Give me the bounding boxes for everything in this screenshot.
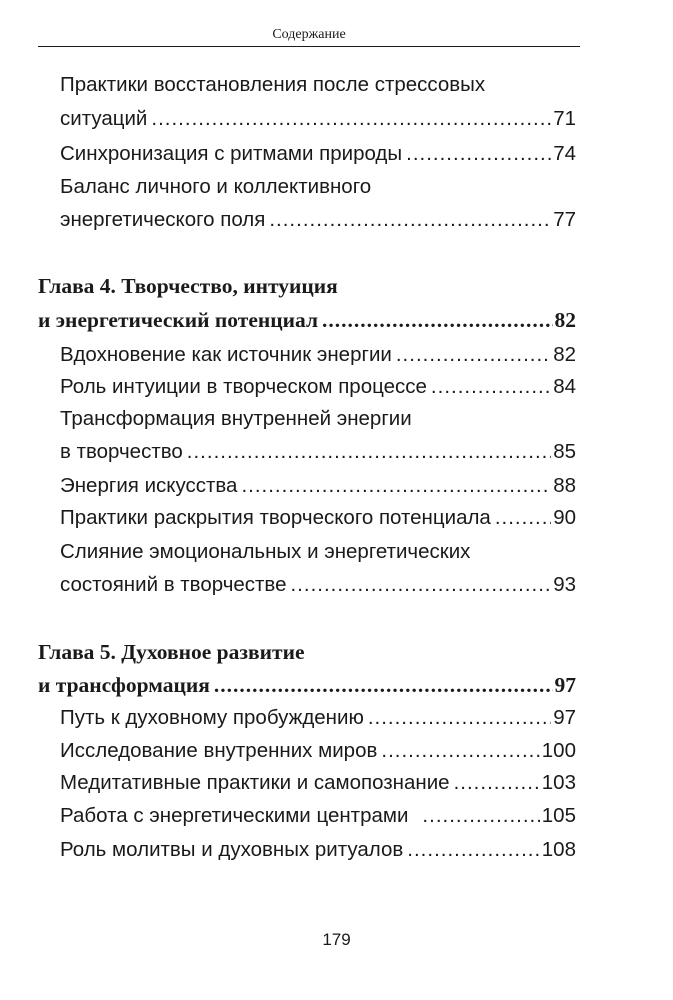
page-ref: 82 (553, 343, 576, 366)
chapter-heading (38, 670, 576, 700)
page-ref: 71 (553, 107, 576, 130)
page-ref: 84 (553, 375, 576, 398)
page-ref: 74 (553, 142, 576, 165)
toc-entry-title: Баланс личного и коллективного (60, 175, 372, 198)
dot-leader (381, 736, 539, 766)
toc-entry (60, 172, 576, 202)
page-number: 179 (322, 930, 351, 949)
toc-entry-title: Работа с энергетическими центрами (60, 804, 409, 827)
toc-entry-title-cont: в творчество (60, 440, 183, 463)
chapter-title-cont: и трансформация (38, 673, 210, 697)
page-ref: 77 (553, 208, 576, 231)
page-ref: 88 (553, 474, 576, 497)
toc-entry (60, 537, 576, 567)
chapter-heading (38, 637, 576, 667)
toc-entry-title: Синхронизация с ритмами природы (60, 142, 403, 165)
toc-entry-title-cont: ситуаций (60, 107, 148, 130)
page-ref: 103 (541, 771, 576, 794)
dot-leader (269, 205, 551, 235)
toc-entry (60, 703, 576, 733)
toc-entry-title: Трансформация внутренней энергии (60, 407, 412, 430)
toc-entry (60, 340, 576, 370)
chapter-title: Глава 4. Творчество, интуиция (38, 274, 338, 298)
chapter-title-cont: и энергетический потенциал (38, 308, 319, 332)
toc-entry (60, 437, 576, 467)
toc-entry-title: Энергия искусства (60, 474, 238, 497)
toc-entry (60, 835, 576, 865)
toc-entry-title: Исследование внутренних миров (60, 739, 378, 762)
dot-leader (368, 703, 551, 733)
dot-leader (290, 570, 551, 600)
dot-leader (151, 104, 551, 134)
toc-entry (60, 205, 576, 235)
page-ref: 97 (553, 706, 576, 729)
dot-leader (214, 670, 553, 700)
page-ref: 97 (554, 673, 576, 697)
toc-entry-title-cont: энергетического поля (60, 208, 266, 231)
dot-leader (322, 305, 552, 335)
toc-entry-title: Медитативные практики и самопознание (60, 771, 450, 794)
toc-entry (60, 736, 576, 766)
toc-entry-title: Путь к духовному пробуждению (60, 706, 364, 729)
dot-leader (431, 372, 551, 402)
toc-entry-title: Практики раскрытия творческого потенциала (60, 506, 491, 529)
chapter-heading (38, 271, 576, 301)
page-ref: 82 (554, 308, 576, 332)
dot-leader (422, 801, 539, 831)
toc-entry (60, 104, 576, 134)
toc-entry-title: Вдохновение как источник энергии (60, 343, 392, 366)
dot-leader (406, 139, 551, 169)
page-ref: 85 (553, 440, 576, 463)
page-ref: 108 (541, 838, 576, 861)
page-ref: 93 (553, 573, 576, 596)
toc-entry (60, 801, 576, 831)
toc-entry-title: Роль интуиции в творческом процессе (60, 375, 427, 398)
toc-entry-title: Слияние эмоциональных и энергетических (60, 540, 471, 563)
chapter-title: Глава 5. Духовное развитие (38, 640, 305, 664)
header-rule (38, 46, 580, 47)
dot-leader (241, 471, 551, 501)
running-header: Содержание (272, 27, 346, 42)
page-ref: 100 (541, 739, 576, 762)
dot-leader (396, 340, 551, 370)
toc-entry (60, 471, 576, 501)
page-ref: 90 (553, 506, 576, 529)
dot-leader (407, 835, 540, 865)
toc-entry (60, 372, 576, 402)
toc-entry (60, 70, 576, 100)
toc-entry (60, 768, 576, 798)
dot-leader (454, 768, 540, 798)
dot-leader (495, 503, 551, 533)
dot-leader (187, 437, 551, 467)
toc-entry (60, 404, 576, 434)
page-ref: 105 (541, 804, 576, 827)
toc-entry (60, 570, 576, 600)
chapter-heading (38, 305, 576, 335)
toc-entry (60, 139, 576, 169)
toc-entry-title-cont: состояний в творчестве (60, 573, 287, 596)
toc-entry-title: Практики восстановления после стрессовых (60, 73, 486, 96)
toc-entry (60, 503, 576, 533)
toc-entry-title: Роль молитвы и духовных ритуалов (60, 838, 404, 861)
